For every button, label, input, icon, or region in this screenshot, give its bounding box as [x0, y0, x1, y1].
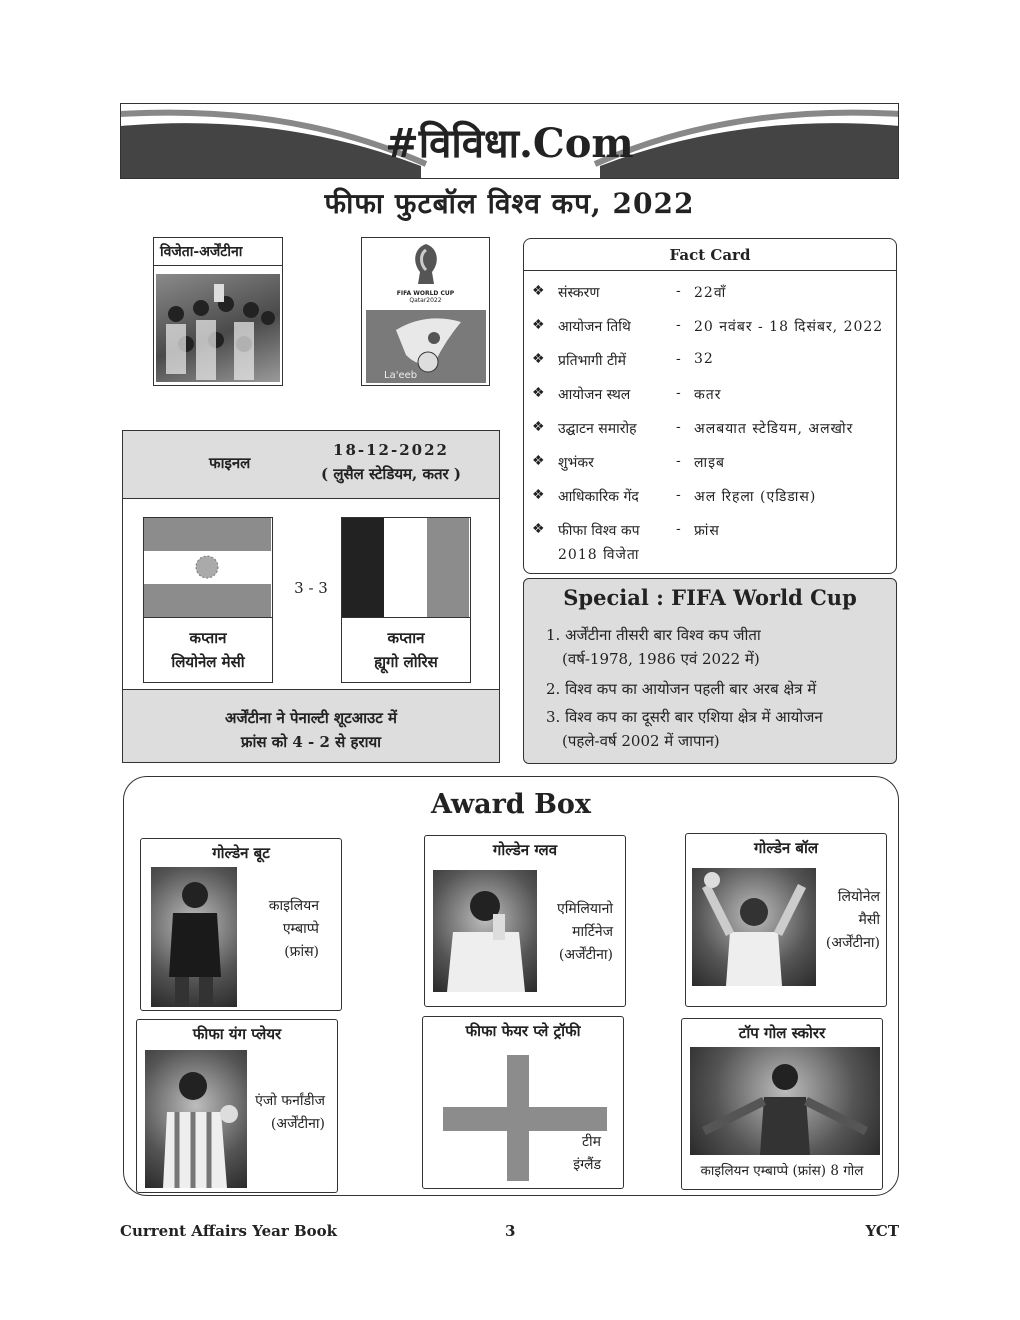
award-winner-name [255, 1090, 325, 1136]
final-venue: ( लुसैल स्टेडियम, कतर ) [321, 465, 461, 483]
award-box-title: Award Box [430, 789, 592, 820]
fact-dash: - [676, 419, 681, 435]
winner-name-line: एम्बाप्पे [282, 921, 319, 937]
messi-photo [692, 868, 816, 986]
fact-dash: - [676, 385, 681, 401]
fact-label: उद्घाटन समारोह [558, 421, 637, 437]
fact-card-title: Fact Card [524, 239, 896, 271]
fact-label: आयोजन स्थल [558, 387, 631, 403]
logo-mascot-card [361, 237, 490, 386]
golden-boot-card [140, 838, 342, 1011]
fact-value: कतर [694, 387, 722, 403]
final-result [123, 689, 499, 762]
award-winner-name [826, 886, 880, 955]
fact-card [523, 238, 897, 574]
captain-label: कप्तान [189, 629, 227, 647]
golden-ball-card [685, 833, 887, 1007]
player-silhouette-graphic [692, 868, 816, 986]
captain-name: लियोनेल मेसी [171, 653, 245, 671]
fact-dash: - [676, 453, 681, 469]
france-team-card [341, 517, 471, 683]
special-item-1: 1. अर्जेंटीना तीसरी बार विश्व कप जीता [546, 626, 761, 644]
bullet-icon: ❖ [532, 453, 545, 469]
winner-name-line: एमिलियानो [557, 901, 613, 917]
award-title: टॉप गोल स्कोरर [738, 1024, 826, 1042]
result-line2: फ्रांस को 4 - 2 से हराया [240, 733, 382, 751]
winner-name-line: टीम [581, 1134, 601, 1150]
france-flag [342, 518, 469, 617]
winner-name-line: (अर्जेंटीना) [270, 1116, 325, 1132]
player-silhouette-graphic [151, 867, 237, 1007]
award-title: फीफा फेयर प्ले ट्रॉफी [465, 1022, 581, 1040]
top-scorer-caption: काइलियन एम्बाप्पे (फ्रांस) 8 गोल [700, 1163, 864, 1179]
fact-label-line2: 2018 विजेता [558, 547, 640, 563]
winner-name-line: काइलियन [268, 898, 319, 914]
fact-value: 32 [694, 351, 714, 367]
bullet-icon: ❖ [532, 419, 545, 435]
bullet-icon: ❖ [532, 351, 545, 367]
special-item-3: 3. विश्व कप का दूसरी बार एशिया क्षेत्र में आयोजन [546, 708, 823, 726]
logo-line2: Qatar2022 [409, 297, 442, 304]
mbappe-celebration-photo [690, 1047, 880, 1155]
fair-play-card [422, 1016, 624, 1189]
bullet-icon: ❖ [532, 521, 545, 537]
special-item-3-line2: (पहले-वर्ष 2002 में जापान) [562, 732, 720, 750]
mascot-label: La'eeb [384, 370, 418, 381]
player-silhouette-graphic [690, 1047, 880, 1155]
fact-label: संस्करण [558, 285, 600, 301]
argentina-flag [144, 518, 271, 617]
award-box [123, 776, 899, 1196]
winner-name-line: मैसी [858, 912, 880, 928]
top-scorer-card [681, 1018, 883, 1190]
winner-name-line: इंग्लैंड [573, 1157, 601, 1173]
special-item-1-line2: (वर्ष-1978, 1986 एवं 2022 में) [562, 650, 760, 668]
mascot-photo [366, 310, 486, 383]
footer-page-number: 3 [505, 1222, 516, 1240]
fact-dash: - [676, 487, 681, 503]
fact-dash: - [676, 351, 681, 367]
special-item-2: 2. विश्व कप का आयोजन पहली बार अरब क्षेत्र में [546, 680, 817, 698]
player-silhouette-graphic [145, 1050, 247, 1188]
fact-value: अल रिहला (एडिडास) [694, 489, 817, 505]
young-player-card [136, 1019, 338, 1193]
footer-left: Current Affairs Year Book [120, 1222, 338, 1240]
final-header [123, 431, 499, 499]
bullet-icon: ❖ [532, 317, 545, 333]
bullet-icon: ❖ [532, 487, 545, 503]
winner-card-title: विजेता-अर्जेंटीना [154, 238, 282, 266]
award-winner-name [269, 895, 319, 964]
fact-value: अलबयात स्टेडियम, अलखोर [694, 421, 854, 437]
result-line1: अर्जेंटीना ने पेनाल्टी शूटआउट में [224, 709, 397, 727]
fact-label: आधिकारिक गेंद [558, 489, 639, 505]
winner-team-photo [156, 274, 280, 382]
award-title: गोल्डेन बॉल [753, 839, 819, 857]
fact-label: शुभंकर [558, 455, 594, 471]
winner-name-line: (फ्रांस) [284, 944, 319, 960]
special-title: Special : FIFA World Cup [563, 585, 857, 610]
fernandez-photo [145, 1050, 247, 1188]
fact-label: फीफा विश्व कप [558, 523, 640, 539]
captain-label: कप्तान [387, 629, 425, 647]
world-cup-trophy-icon [406, 242, 446, 286]
captain-name: ह्यूगो लोरिस [374, 653, 438, 671]
winner-name-line: मार्टिनेज [572, 924, 613, 940]
fact-dash: - [676, 317, 681, 333]
golden-glove-card [424, 835, 626, 1007]
winner-name-line: लियोनेल [837, 889, 880, 905]
mbappe-photo [151, 867, 237, 1007]
fact-label: प्रतिभागी टीमें [558, 353, 627, 369]
final-match-box [122, 430, 500, 763]
winner-card [153, 237, 283, 386]
fact-value: लाइब [694, 455, 725, 471]
final-score: 3 - 3 [294, 579, 328, 597]
fact-value: 20 नवंबर - 18 दिसंबर, 2022 [694, 319, 884, 335]
bullet-icon: ❖ [532, 385, 545, 401]
logo-line1: FIFA WORLD CUP [396, 290, 455, 297]
award-winner-name [573, 1131, 601, 1177]
fact-value: फ्रांस [694, 523, 720, 539]
final-date: 18-12-2022 [333, 441, 449, 459]
player-silhouette-graphic [433, 870, 537, 992]
winner-name-line: (अर्जेंटीना) [825, 935, 880, 951]
award-title: गोल्डेन ग्लव [492, 841, 558, 859]
page-title: फीफा फुटबॉल विश्व कप, 2022 [324, 187, 695, 220]
martinez-photo [433, 870, 537, 992]
fact-dash: - [676, 521, 681, 537]
award-title: फीफा यंग प्लेयर [192, 1025, 282, 1043]
fact-label: आयोजन तिथि [558, 319, 631, 335]
footer-right: YCT [865, 1222, 899, 1240]
fifa-logo [362, 240, 489, 308]
fact-value: 22वाँ [694, 285, 727, 301]
fact-dash: - [676, 283, 681, 299]
argentina-team-card [143, 517, 273, 683]
final-label: फाइनल [209, 454, 251, 472]
award-title: गोल्डेन बूट [212, 844, 270, 862]
header-banner [120, 103, 899, 179]
award-winner-name [557, 898, 613, 967]
bullet-icon: ❖ [532, 283, 545, 299]
banner-title: #विविधा.Com [385, 120, 634, 167]
team-celebration-graphic [156, 274, 280, 382]
special-box [523, 578, 897, 764]
winner-name-line: (अर्जेंटीना) [558, 947, 613, 963]
winner-name-line: एंजो फर्नांडीज [255, 1093, 325, 1109]
